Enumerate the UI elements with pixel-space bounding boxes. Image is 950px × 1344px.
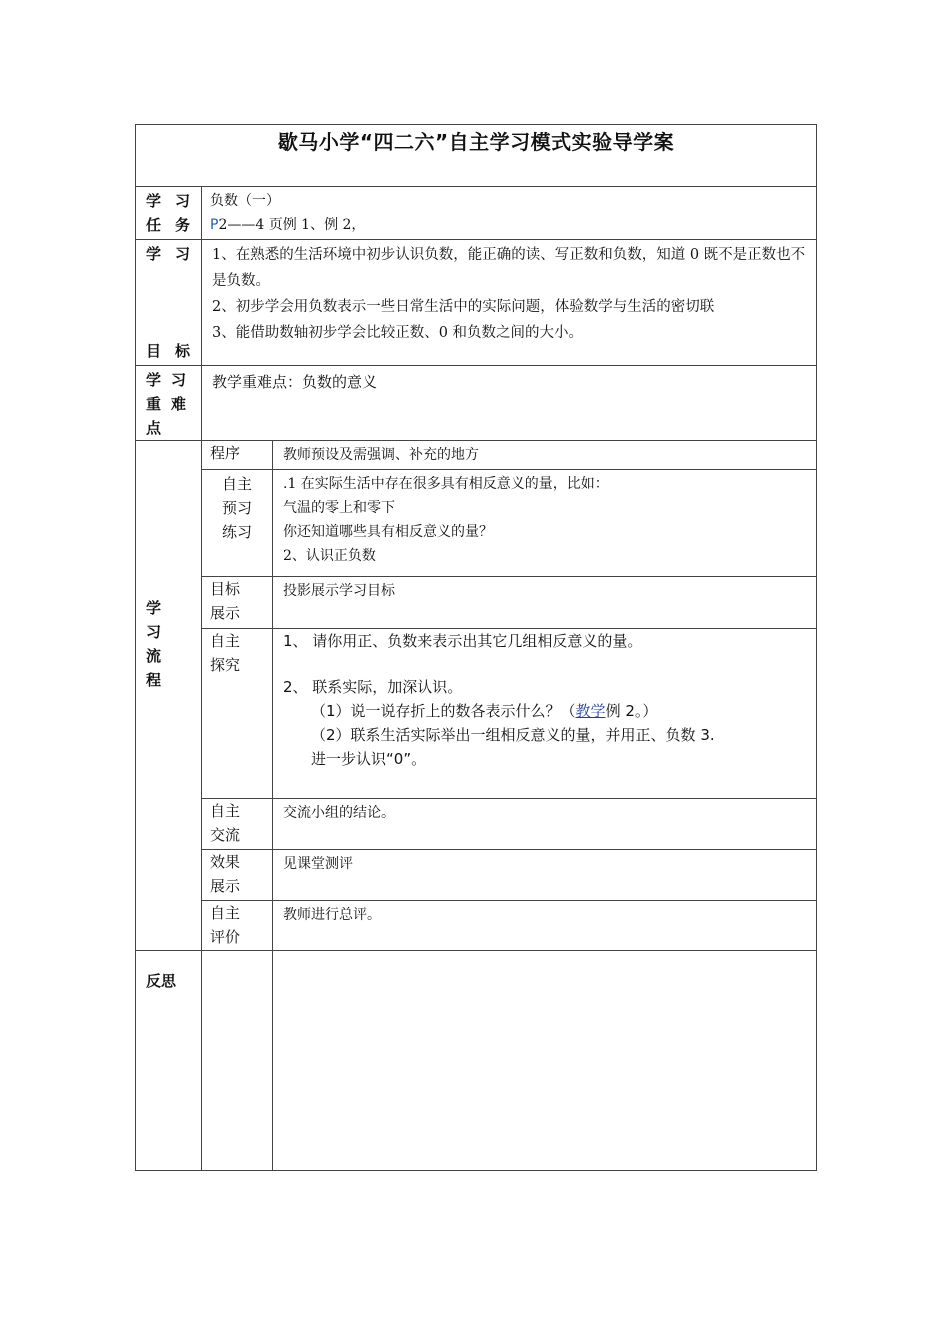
goal-item-2: 2、初步学会用负数表示一些日常生活中的实际问题，体验数学与生活的密切联: [212, 299, 715, 315]
task-line-2: P2——4 页例 1、例 2，: [210, 217, 366, 233]
goal-item-1: 1、在熟悉的生活环境中初步认识负数，能正确的读、写正数和负数，知道 0 既不是正数也不是负数。: [212, 247, 806, 289]
goals-content: [202, 240, 817, 366]
difficulty-label: 学 习 重 难 点: [136, 366, 202, 441]
step-explore: 自主 探究: [202, 629, 273, 799]
reflection-content[interactable]: [273, 951, 817, 1171]
task-label: 学 习 任 务: [136, 187, 202, 240]
step-goal-display: 目标 展示: [202, 577, 273, 629]
difficulty-text: 教学重难点：负数的意义: [212, 373, 378, 391]
preview-content: .1 在实际生活中存在很多具有相反意义的量，比如： 气温的零上和零下 你还知道哪些具有相反意义的量？ 2、认识正负数: [273, 470, 817, 577]
title-cell: [136, 125, 817, 187]
goal-display-content: 投影展示学习目标: [273, 577, 817, 629]
step-exchange: 自主 交流: [202, 799, 273, 850]
process-header-notes: 教师预设及需强调、补充的地方: [273, 441, 817, 470]
step-evaluation: 自主 评价: [202, 901, 273, 951]
evaluation-content: 教师进行总评。: [273, 901, 817, 951]
task-line-1: 负数（一）: [210, 193, 280, 209]
step-preview: 自主 预习 练习: [202, 470, 273, 577]
teaching-link[interactable]: 教学: [575, 702, 606, 720]
lesson-plan-table: [135, 124, 817, 1171]
reflection-spacer: [202, 951, 273, 1171]
explore-content: 1、 请你用正、负数来表示出其它几组相反意义的量。 2、 联系实际，加深认识。 （1）说一说存折上的数各表示什么？（教学例 2。） （2）联系生活实际举出一组相反意义的量，并用正、负数 3. 进一步认识“0”。: [273, 629, 817, 799]
process-label: 学 习 流 程: [136, 441, 202, 951]
goal-item-3: 3、能借助数轴初步学会比较正数、0 和负数之间的大小。: [212, 325, 584, 341]
page-title: 歇马小学“四二六”自主学习模式实验导学案: [277, 130, 675, 154]
goals-label: 学 习 目 标: [136, 240, 202, 366]
task-content: [202, 187, 817, 240]
exchange-content: 交流小组的结论。: [273, 799, 817, 850]
difficulty-content: [202, 366, 817, 441]
result-content: 见课堂测评: [273, 850, 817, 901]
reflection-label: 反思: [136, 951, 202, 1171]
process-header-step: 程序: [202, 441, 273, 470]
step-result: 效果 展示: [202, 850, 273, 901]
